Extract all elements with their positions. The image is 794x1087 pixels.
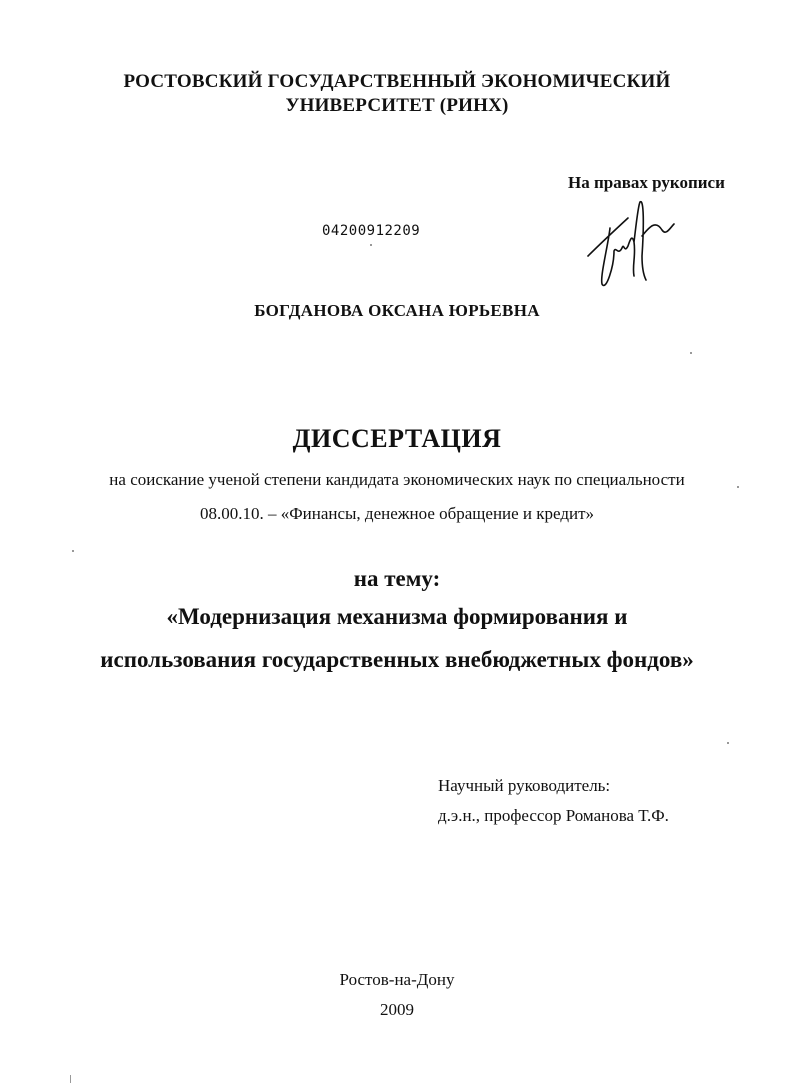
- signature-icon: [580, 196, 680, 292]
- year: 2009: [380, 1000, 414, 1019]
- university-name: [0, 70, 794, 118]
- dissertation-title-line-2: использования государственных внебюджетных фондов»: [100, 647, 694, 672]
- university-line-2: УНИВЕРСИТЕТ (РИНХ): [285, 95, 509, 116]
- supervisor-label: Научный руководитель:: [438, 776, 611, 795]
- topic-label: на тему:: [353, 566, 441, 591]
- dissertation-title-line-1: «Модернизация механизма формирования и: [166, 604, 628, 629]
- manuscript-rights: На правах рукописи: [568, 173, 725, 192]
- university-line-1: РОСТОВСКИЙ ГОСУДАРСТВЕННЫЙ ЭКОНОМИЧЕСКИЙ: [123, 71, 671, 92]
- specialty-line: 08.00.10. – «Финансы, денежное обращение и кредит»: [199, 504, 595, 523]
- scan-speck: [70, 1075, 71, 1083]
- scan-speck: [737, 486, 739, 488]
- document-type: ДИССЕРТАЦИЯ: [292, 424, 502, 453]
- registration-number: 04200912209: [322, 223, 421, 239]
- city: Ростов-на-Дону: [339, 970, 455, 989]
- author-name: БОГДАНОВА ОКСАНА ЮРЬЕВНА: [254, 301, 540, 320]
- scan-speck: [690, 352, 692, 354]
- supervisor-name: д.э.н., профессор Романова Т.Ф.: [438, 806, 669, 825]
- scan-speck: [370, 244, 372, 246]
- scan-speck: [727, 742, 729, 744]
- scan-speck: [72, 550, 74, 552]
- degree-line: на соискание ученой степени кандидата экономических наук по специальности: [109, 470, 685, 489]
